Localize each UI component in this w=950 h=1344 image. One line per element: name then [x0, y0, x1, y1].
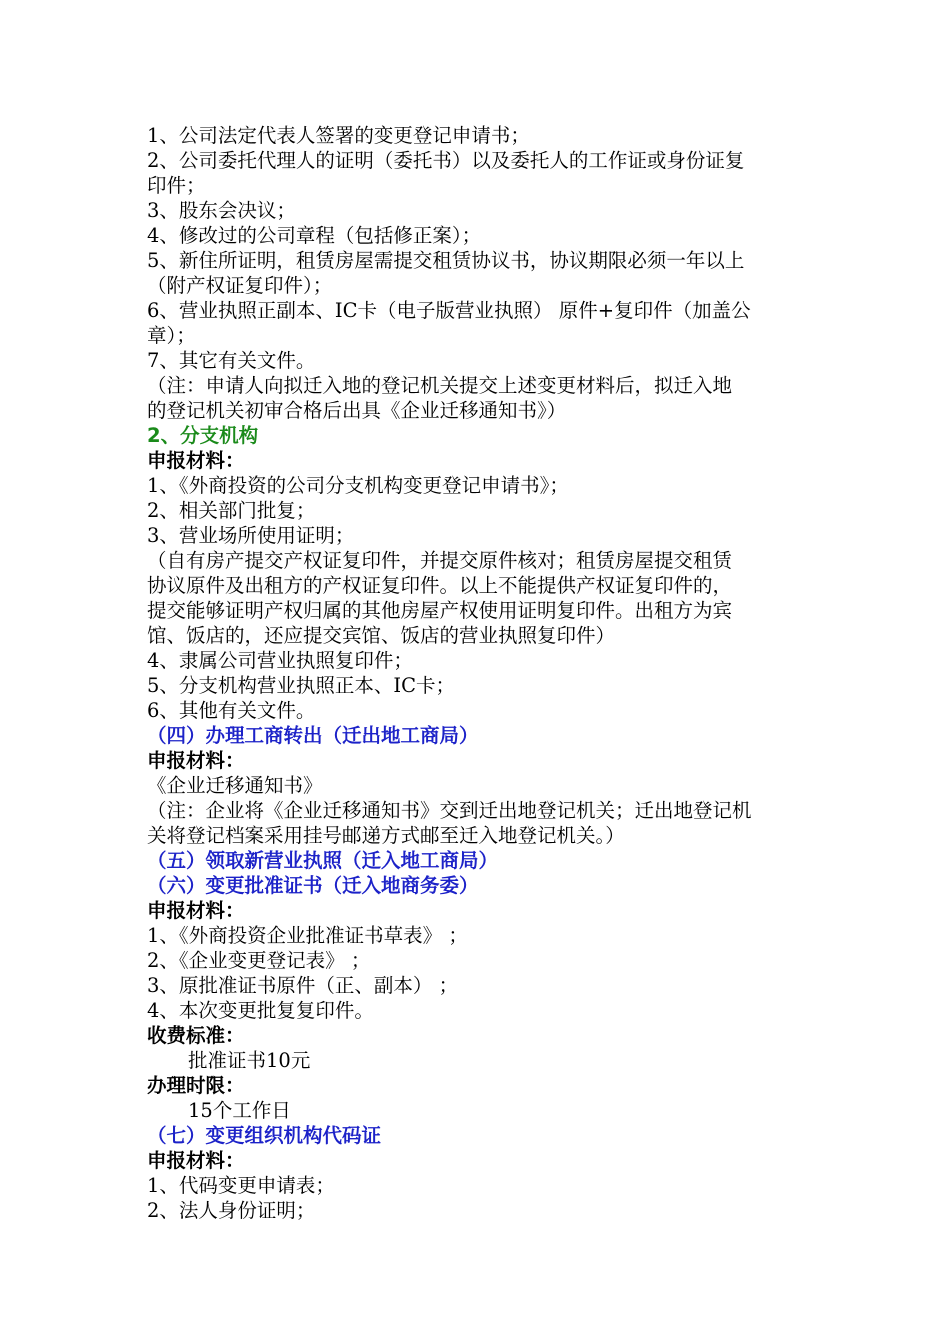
fee-value: 批准证书10元 — [188, 1049, 311, 1072]
text-line: 2、法人身份证明； — [147, 1199, 316, 1222]
text-line: 5、分支机构营业执照正本、IC卡； — [147, 674, 456, 697]
note-line: （注：申请人向拟迁入地的登记机关提交上述变更材料后，拟迁入地 — [147, 374, 733, 397]
section-heading: （四）办理工商转出（迁出地工商局） — [147, 724, 479, 747]
text-line: 3、营业场所使用证明； — [147, 524, 355, 547]
text-line: 4、本次变更批复复印件。 — [147, 999, 374, 1022]
note-line: 提交能够证明产权归属的其他房屋产权使用证明复印件。出租方为宾 — [147, 599, 733, 622]
text-line: 1、公司法定代表人签署的变更登记申请书； — [147, 124, 530, 147]
subheading-materials: 申报材料： — [147, 1149, 245, 1172]
section-heading: （七）变更组织机构代码证 — [147, 1124, 382, 1147]
note-line: （注：企业将《企业迁移通知书》交到迁出地登记机关；迁出地登记机 — [147, 799, 752, 822]
subheading-fee: 收费标准： — [147, 1024, 245, 1047]
subheading-materials: 申报材料： — [147, 749, 245, 772]
text-line: 3、原批准证书原件（正、副本） ； — [147, 974, 459, 997]
text-line: 1、《外商投资企业批准证书草表》 ； — [147, 924, 468, 947]
section-heading: （五）领取新营业执照（迁入地工商局） — [147, 849, 499, 872]
text-line: 3、股东会决议； — [147, 199, 296, 222]
subheading-time-limit: 办理时限： — [147, 1074, 245, 1097]
text-line: 1、代码变更申请表； — [147, 1174, 335, 1197]
text-line: （附产权证复印件）； — [147, 274, 333, 297]
text-line: 1、《外商投资的公司分支机构变更登记申请书》； — [147, 474, 569, 497]
text-line: 4、隶属公司营业执照复印件； — [147, 649, 413, 672]
note-line: 协议原件及出租方的产权证复印件。以上不能提供产权证复印件的， — [147, 574, 733, 597]
text-line: 2、《企业变更登记表》 ； — [147, 949, 371, 972]
text-line: 4、修改过的公司章程（包括修正案）； — [147, 224, 482, 247]
note-line: 馆、饭店的，还应提交宾馆、饭店的营业执照复印件） — [147, 624, 616, 647]
subheading-materials: 申报材料： — [147, 449, 245, 472]
note-line: 关将登记档案采用挂号邮递方式邮至迁入地登记机关。） — [147, 824, 625, 847]
text-line: 章）； — [147, 324, 196, 347]
text-line: 6、营业执照正副本、IC卡（电子版营业执照） 原件+复印件（加盖公 — [147, 299, 751, 322]
section-heading: 2、分支机构 — [147, 424, 259, 447]
text-line: 7、其它有关文件。 — [147, 349, 316, 372]
note-line: （自有房产提交产权证复印件，并提交原件核对；租赁房屋提交租赁 — [147, 549, 733, 572]
text-line: 印件； — [147, 174, 206, 197]
text-line: 6、其他有关文件。 — [147, 699, 316, 722]
section-heading: （六）变更批准证书（迁入地商务委） — [147, 874, 479, 897]
time-limit-value: 15个工作日 — [188, 1099, 291, 1122]
text-line: 2、公司委托代理人的证明（委托书）以及委托人的工作证或身份证复 — [147, 149, 745, 172]
subheading-materials: 申报材料： — [147, 899, 245, 922]
text-line: 2、相关部门批复； — [147, 499, 316, 522]
note-line: 的登记机关初审合格后出具《企业迁移通知书》） — [147, 399, 567, 422]
text-line: 《企业迁移通知书》 — [147, 774, 323, 797]
text-line: 5、新住所证明，租赁房屋需提交租赁协议书，协议期限必须一年以上 — [147, 249, 745, 272]
